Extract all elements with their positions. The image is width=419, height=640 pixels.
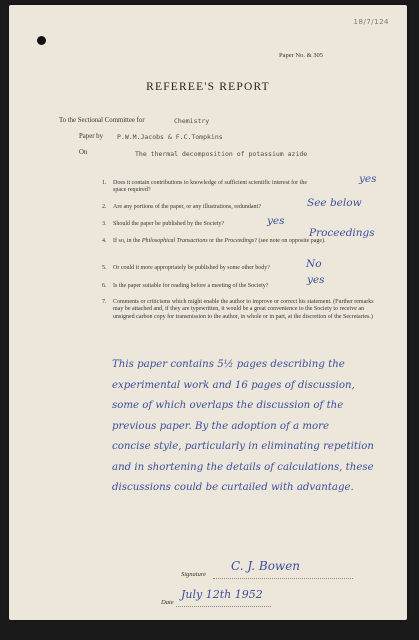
- date-label: Date: [161, 599, 174, 606]
- paper-by-label: Paper by: [79, 133, 103, 140]
- question-1-text: Does it contain contributions to knowledge of sufficient scientific interest for the space required?: [113, 180, 308, 194]
- comment-line: some of which overlaps the discussion of the: [112, 400, 344, 411]
- question-3-answer: yes: [267, 215, 285, 227]
- paper-by-value: P.W.M.Jacobs & F.C.Tompkins: [117, 133, 223, 141]
- date-value: July 12th 1952: [181, 588, 263, 601]
- punch-hole: [37, 36, 46, 45]
- comment-line: This paper contains 5½ pages describing the: [112, 359, 345, 370]
- on-value: The thermal decomposition of potassium azide: [135, 150, 308, 158]
- referee-comments: [112, 355, 402, 499]
- question-7-number: 7.: [102, 299, 107, 305]
- question-5-text: Or could it more appropriately be published by some other body?: [113, 265, 270, 271]
- referee-report-page: [9, 5, 407, 620]
- signature-value: C. J. Bowen: [231, 559, 301, 573]
- signature-label: Signature: [181, 571, 207, 578]
- question-2-answer: See below: [307, 197, 362, 209]
- comment-line: discussions could be curtailed with advantage.: [112, 482, 354, 493]
- date-line: [176, 606, 271, 607]
- question-2-number: 2.: [102, 204, 107, 210]
- question-7-text: Comments or criticisms which might enable the author to improve or correct his statement. (Further remarks may be attached and, if they are typewritten, it would be a great convenience to the Society to receive an unsigned carbon copy for transmission to the author, in whole or in part, at the discretion of the Secretaries.): [113, 299, 374, 320]
- page-title: REFEREE'S REPORT: [146, 81, 270, 93]
- question-4-number: 4.: [102, 238, 107, 244]
- question-4-text: If so, in the Philosophical Transactions or the Proceedings? (see note on opposite page).: [113, 238, 326, 244]
- committee-label: To the Sectional Committee for: [59, 117, 145, 124]
- comment-line: concise style, particularly in eliminating repetition: [112, 441, 374, 452]
- question-4-answer: Proceedings: [309, 227, 375, 239]
- comment-line: experimental work and 16 pages of discussion,: [112, 379, 355, 391]
- committee-value: Chemistry: [174, 117, 210, 125]
- question-3-number: 3.: [102, 221, 107, 227]
- paper-number: Paper No. & 305: [279, 52, 324, 59]
- question-6-number: 6.: [102, 283, 107, 289]
- archive-reference: 18/7/124: [353, 18, 389, 26]
- question-6-text: Is the paper suitable for reading before a meeting of the Society?: [113, 283, 269, 289]
- question-3-text: Should the paper be published by the Society?: [113, 221, 225, 227]
- question-1-answer: yes: [359, 173, 377, 185]
- question-2-text: Are any portions of the paper, or any illustrations, redundant?: [113, 204, 261, 210]
- on-label: On: [79, 149, 88, 156]
- question-1-number: 1.: [102, 180, 107, 186]
- question-6-answer: yes: [307, 274, 325, 286]
- comment-line: previous paper. By the adoption of a more: [112, 420, 330, 432]
- question-5-number: 5.: [102, 265, 107, 271]
- signature-line: [213, 578, 353, 579]
- comment-line: and in shortening the details of calculations, these: [112, 461, 374, 473]
- question-5-answer: No: [306, 258, 322, 270]
